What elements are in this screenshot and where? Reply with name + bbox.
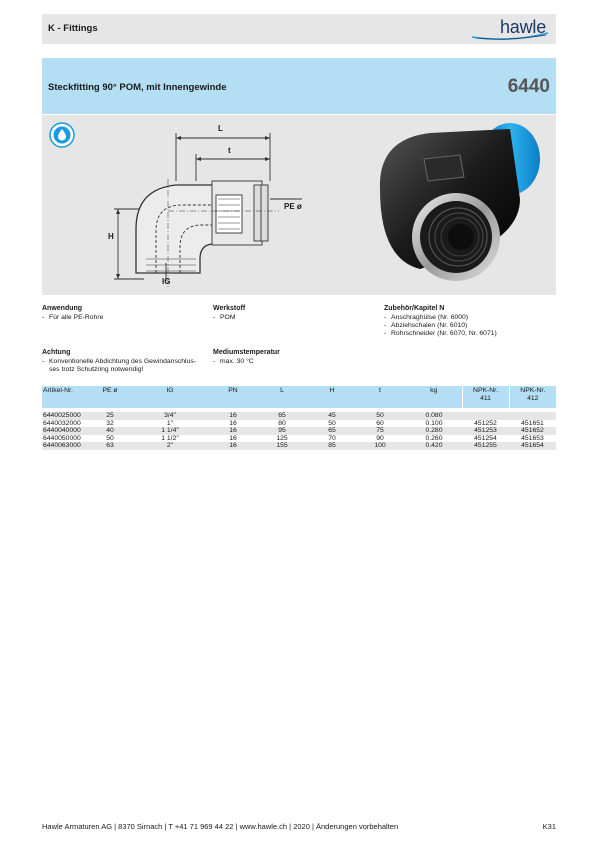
dim-label-L: L [218,124,223,133]
product-title: Steckfitting 90° POM, mit Innengewinde [48,82,227,93]
zubehoer-block [384,305,556,338]
col-header: kg [406,386,462,408]
dim-label-t: t [228,146,231,155]
werkstoff-heading: Werkstoff [213,305,246,312]
product-number: 6440 [507,76,550,97]
zubehoer-heading: Zubehör/Kapitel N [384,305,445,312]
achtung-block [42,349,210,374]
mediumtemperatur-heading: Mediumstemperatur [213,349,280,356]
page-header [42,14,556,44]
anwendung-block [42,305,207,322]
dim-label-IG: IG [162,277,171,286]
list-item: - Anschraghülse (Nr. 6000) [384,314,469,321]
table-row: 6440040000 40 1 1/4" 16 95 65 75 0.280 451253 451652 [42,427,556,435]
product-title-bar [42,58,556,114]
list-item: - max. 30 °C [213,358,254,365]
werkstoff-block [213,305,378,322]
col-header: PN [212,386,254,408]
col-header: H [310,386,354,408]
col-header: PE ø [92,386,128,408]
hawle-logo [470,16,552,42]
table-row: 6440063000 63 2" 16 155 85 100 0.420 451255 451654 [42,442,556,450]
dim-label-H: H [108,232,114,241]
list-item: - Konventionelle Abdichtung des Gewindanschlus- [42,358,196,365]
technical-drawing [104,119,344,295]
logo-wordmark: hawle [499,17,546,37]
table-row: 6440032000 32 1" 16 80 50 60 0.100 451252 451651 [43,419,544,427]
col-header: L [254,386,310,408]
table-row: 6440050000 50 1 1/2" 16 125 70 90 0.260 451254 451653 [43,434,544,442]
list-item: ses trotz Schutzring notwendig! [49,366,144,373]
category-title: K - Fittings [48,23,98,34]
list-item: - Für alle PE-Rohre [42,314,104,321]
col-header: t [354,386,406,408]
achtung-heading: Achtung [42,349,71,356]
product-photo [360,119,556,289]
table-header-row [42,386,556,408]
col-header-npk-412: NPK-Nr. 412 [509,386,556,408]
list-item: - Rohrschneider (Nr. 6070, Nr. 6071) [384,330,497,337]
footer-address: Hawle Armaturen AG | 8370 Sirnach | T +41 71 969 44 22 | www.hawle.ch | 2020 | Änderungen vorbehalten [42,822,399,831]
col-header: IG [128,386,212,408]
mediumtemperatur-block [213,349,378,366]
page-number: K31 [542,822,556,831]
col-header: Artikel-Nr. [42,386,92,408]
list-item: - Abziehschalen (Nr. 6010) [384,322,468,329]
list-item: - POM [213,314,236,321]
anwendung-heading: Anwendung [42,305,83,312]
water-drop-icon [49,122,75,148]
spec-table [42,386,556,450]
dim-label-PE: PE ø [284,202,302,211]
table-row: 6440025000 25 3/4" 16 65 45 50 0.080 [42,412,556,420]
col-header-npk-411: NPK-Nr. 411 [462,386,509,408]
product-image-area [42,115,556,295]
